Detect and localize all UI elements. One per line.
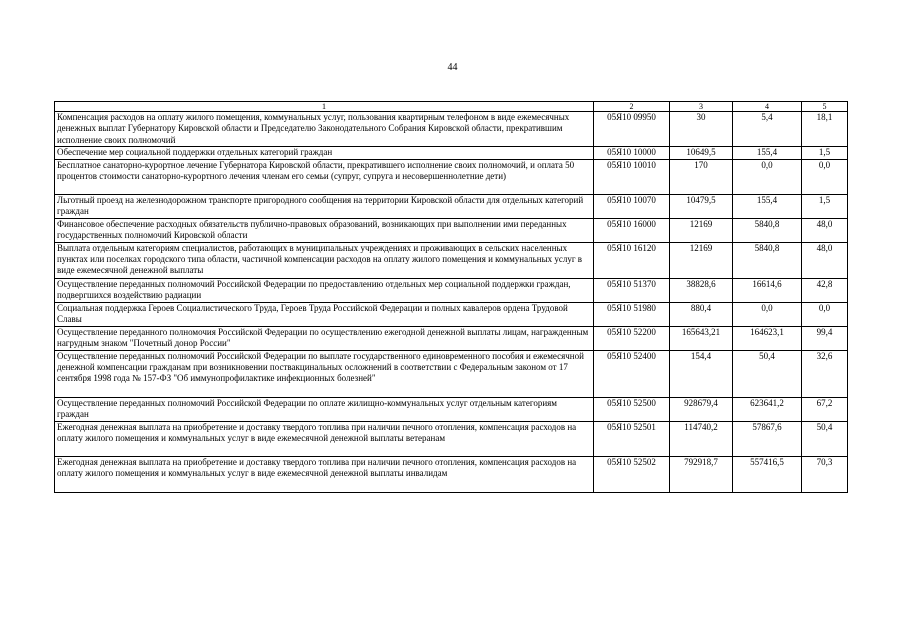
table-row [55, 302, 848, 326]
row-plan-amount: 12169 [670, 218, 733, 242]
row-plan-amount: 170 [670, 159, 733, 194]
header-cell-5: 5 [802, 102, 848, 112]
row-description: Выплата отдельным категориям специалистов, работающих в муниципальных учреждениях и проживающих в сельских населенных пунктах или поселках городского типа области, частичной компенсации расходов на оплату жилого помещения и коммунальных услуг в виде ежемесячной денежной выплаты [55, 242, 594, 278]
row-executed-amount: 0,0 [733, 159, 802, 194]
row-plan-amount: 114740,2 [670, 421, 733, 456]
row-description: Осуществление переданных полномочий Российской Федерации по выплате государственного единовременного пособия и ежемесячной денежной компенсации гражданам при возникновении поствакцинальных осложнений в соответствии с Федеральным законом от 17 сентября 1998 года № 157-ФЗ "Об иммунопрофилактике инфекционных болезней" [55, 350, 594, 397]
row-executed-amount: 16614,6 [733, 278, 802, 302]
header-cell-2: 2 [594, 102, 670, 112]
row-description: Льготный проезд на железнодорожном транспорте пригородного сообщения на территории Кировской области для отдельных категорий граждан [55, 194, 594, 218]
table-row [55, 456, 848, 492]
row-executed-amount: 557416,5 [733, 456, 802, 492]
table-row [55, 278, 848, 302]
table-row [55, 159, 848, 194]
row-budget-code: 05Я10 09950 [594, 112, 670, 147]
row-execution-percent: 0,0 [802, 302, 848, 326]
row-budget-code: 05Я10 52502 [594, 456, 670, 492]
row-execution-percent: 32,6 [802, 350, 848, 397]
row-budget-code: 05Я10 51370 [594, 278, 670, 302]
row-plan-amount: 154,4 [670, 350, 733, 397]
row-plan-amount: 38828,6 [670, 278, 733, 302]
row-budget-code: 05Я10 16120 [594, 242, 670, 278]
row-budget-code: 05Я10 52400 [594, 350, 670, 397]
row-executed-amount: 0,0 [733, 302, 802, 326]
page-number: 44 [447, 62, 458, 73]
row-description: Осуществление переданных полномочий Российской Федерации по оплате жилищно-коммунальных услуг отдельным категориям граждан [55, 397, 594, 421]
row-executed-amount: 155,4 [733, 147, 802, 159]
row-execution-percent: 1,5 [802, 194, 848, 218]
row-execution-percent: 18,1 [802, 112, 848, 147]
row-executed-amount: 623641,2 [733, 397, 802, 421]
table-row [55, 242, 848, 278]
row-description: Финансовое обеспечение расходных обязательств публично-правовых образований, возникающих при выполнении ими переданных государственных полномочий Кировской области [55, 218, 594, 242]
row-plan-amount: 928679,4 [670, 397, 733, 421]
row-budget-code: 05Я10 10000 [594, 147, 670, 159]
row-description: Осуществление переданных полномочий Российской Федерации по предоставлению отдельных мер социальной поддержки граждан, подвергшихся воздействию радиации [55, 278, 594, 302]
row-description: Осуществление переданного полномочия Российской Федерации по осуществлению ежегодной денежной выплаты лицам, награжденным нагрудным знаком "Почетный донор России" [55, 326, 594, 350]
budget-table [54, 101, 848, 493]
table-row [55, 350, 848, 397]
row-budget-code: 05Я10 10070 [594, 194, 670, 218]
table-row [55, 397, 848, 421]
row-execution-percent: 1,5 [802, 147, 848, 159]
row-plan-amount: 880,4 [670, 302, 733, 326]
row-execution-percent: 70,3 [802, 456, 848, 492]
table-row [55, 421, 848, 456]
row-executed-amount: 164623,1 [733, 326, 802, 350]
row-executed-amount: 155,4 [733, 194, 802, 218]
row-description: Бесплатное санаторно-курортное лечение Губернатора Кировской области, прекратившего исполнение своих полномочий, и оплата 50 процентов стоимости санаторно-курортного лечения членам его семьи (супруг, супруга и несовершеннолетние дети) [55, 159, 594, 194]
row-execution-percent: 50,4 [802, 421, 848, 456]
row-description: Ежегодная денежная выплата на приобретение и доставку твердого топлива при наличии печного отопления, компенсация расходов на оплату жилого помещения и коммунальных услуг в виде ежемесячной денежной выплаты ветеранам [55, 421, 594, 456]
table-row [55, 147, 848, 159]
row-execution-percent: 42,8 [802, 278, 848, 302]
header-cell-4: 4 [733, 102, 802, 112]
row-execution-percent: 0,0 [802, 159, 848, 194]
row-plan-amount: 10649,5 [670, 147, 733, 159]
row-execution-percent: 67,2 [802, 397, 848, 421]
row-budget-code: 05Я10 51980 [594, 302, 670, 326]
row-plan-amount: 10479,5 [670, 194, 733, 218]
table-row [55, 194, 848, 218]
table-row [55, 218, 848, 242]
row-description: Социальная поддержка Героев Социалистического Труда, Героев Труда Российской Федерации и полных кавалеров ордена Трудовой Славы [55, 302, 594, 326]
row-execution-percent: 99,4 [802, 326, 848, 350]
row-budget-code: 05Я10 52200 [594, 326, 670, 350]
row-budget-code: 05Я10 52501 [594, 421, 670, 456]
row-budget-code: 05Я10 16000 [594, 218, 670, 242]
row-plan-amount: 12169 [670, 242, 733, 278]
header-cell-3: 3 [670, 102, 733, 112]
row-budget-code: 05Я10 10010 [594, 159, 670, 194]
row-plan-amount: 30 [670, 112, 733, 147]
row-plan-amount: 792918,7 [670, 456, 733, 492]
row-executed-amount: 5,4 [733, 112, 802, 147]
table-row [55, 326, 848, 350]
row-description: Компенсация расходов на оплату жилого помещения, коммунальных услуг, пользования квартирным телефоном в виде ежемесячных денежных выплат Губернатору Кировской области и Председателю Законодательного Собрания Кировской области, прекратившим исполнение своих полномочий [55, 112, 594, 147]
table-header-row [55, 102, 848, 112]
row-execution-percent: 48,0 [802, 242, 848, 278]
row-description: Ежегодная денежная выплата на приобретение и доставку твердого топлива при наличии печного отопления, компенсация расходов на оплату жилого помещения и коммунальных услуг в виде ежемесячной денежной выплаты инвалидам [55, 456, 594, 492]
header-cell-1: 1 [55, 102, 594, 112]
row-description: Обеспечение мер социальной поддержки отдельных категорий граждан [55, 147, 594, 159]
row-executed-amount: 50,4 [733, 350, 802, 397]
row-plan-amount: 165643,21 [670, 326, 733, 350]
row-executed-amount: 5840,8 [733, 218, 802, 242]
row-budget-code: 05Я10 52500 [594, 397, 670, 421]
row-execution-percent: 48,0 [802, 218, 848, 242]
row-executed-amount: 57867,6 [733, 421, 802, 456]
row-executed-amount: 5840,8 [733, 242, 802, 278]
table-row [55, 112, 848, 147]
